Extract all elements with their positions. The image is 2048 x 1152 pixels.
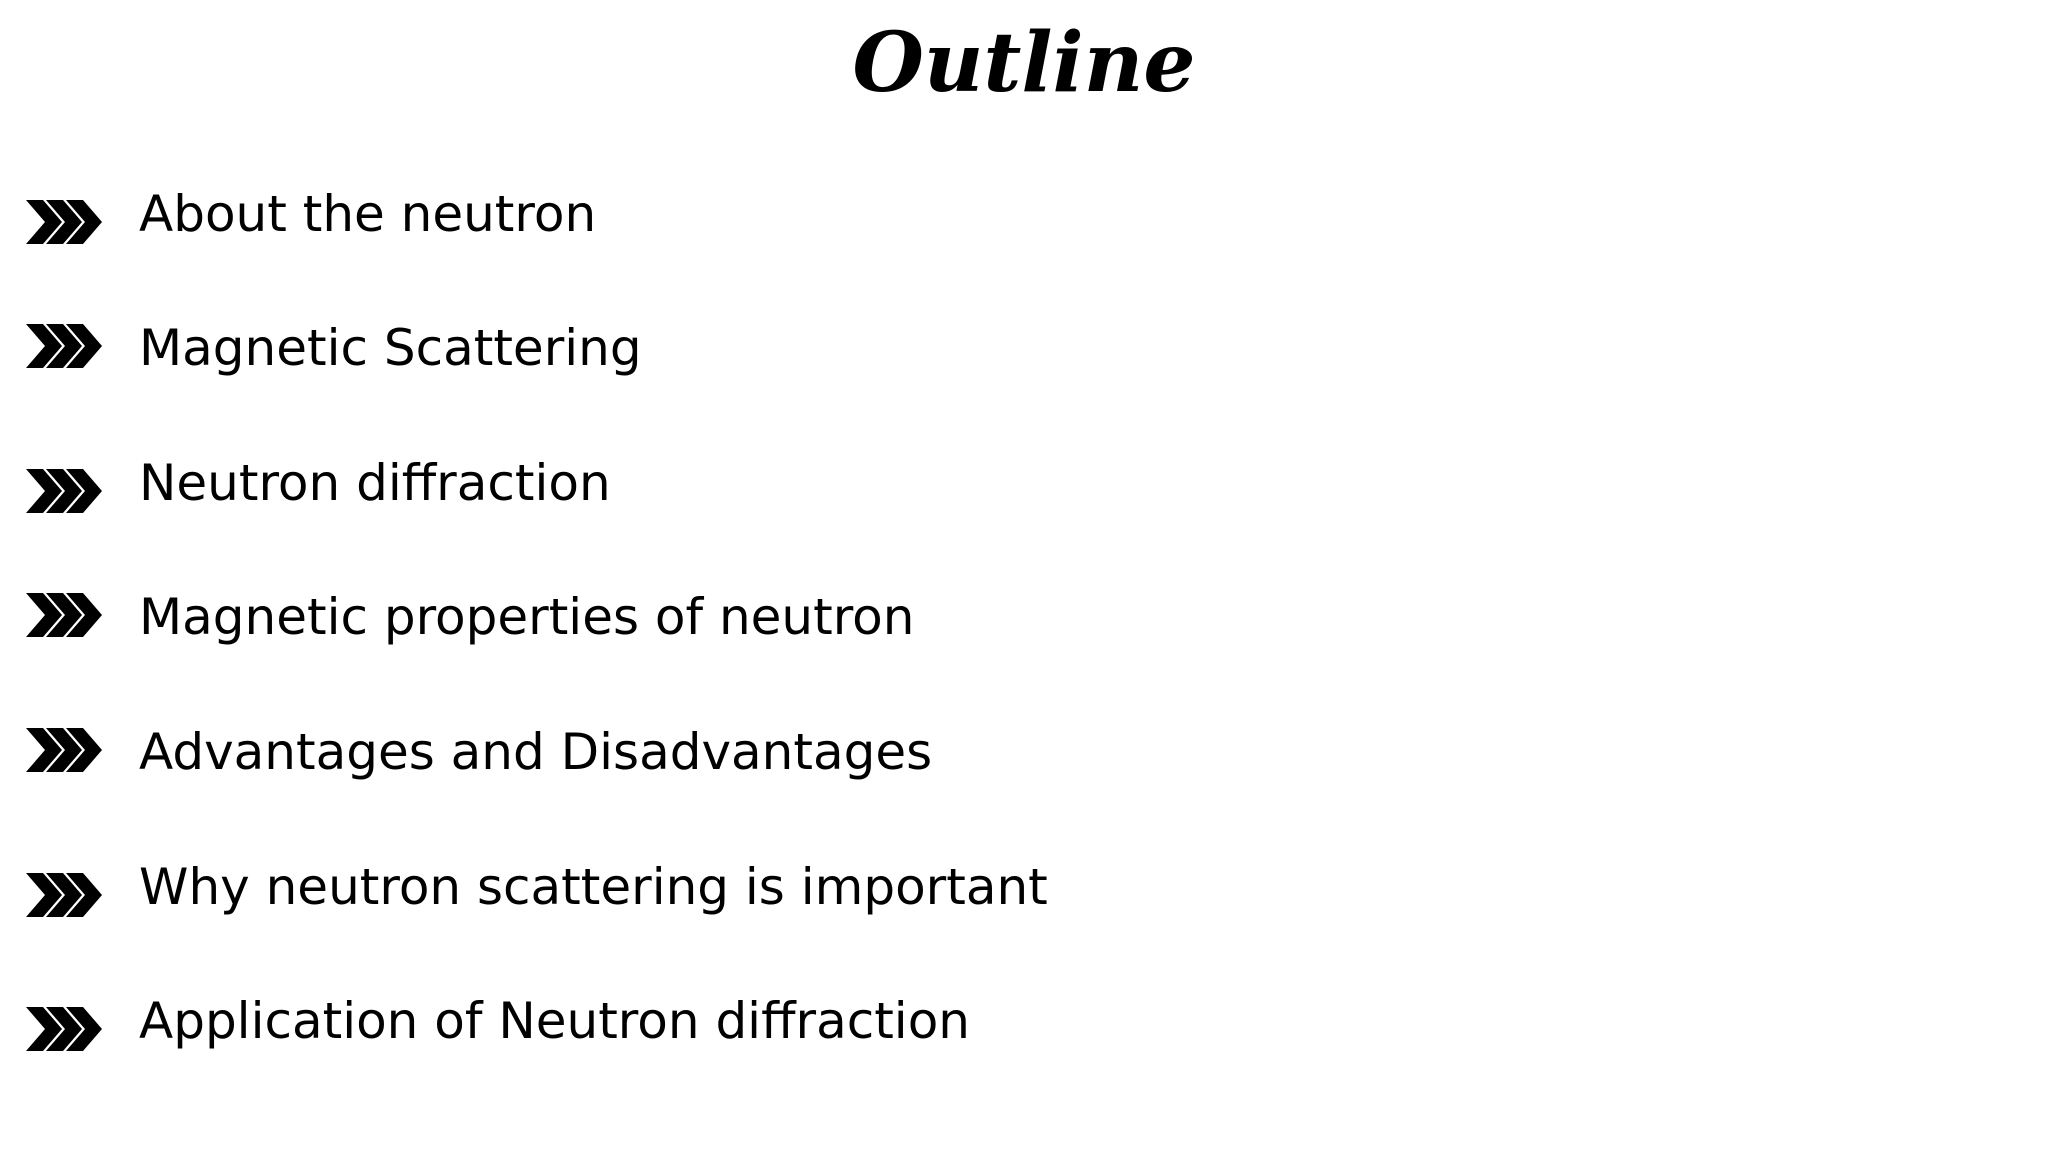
triple-chevron-icon [26,593,102,637]
outline-item-label: Advantages and Disadvantages [139,723,933,781]
outline-item [0,712,1400,792]
triple-chevron-icon [26,873,102,917]
outline-item [0,308,1400,388]
triple-chevron-icon [26,1007,102,1051]
slide-title: Outline [852,15,1196,111]
outline-item [0,443,1400,523]
outline-item [0,577,1400,657]
outline-item [0,981,1400,1061]
outline-item-label: Neutron diffraction [139,454,611,512]
outline-item-label: Magnetic Scattering [139,319,642,377]
triple-chevron-icon [26,728,102,772]
outline-item [0,174,1400,254]
triple-chevron-icon [26,200,102,244]
outline-item-label: Magnetic properties of neutron [139,588,915,646]
triple-chevron-icon [26,469,102,513]
outline-item-label: Why neutron scattering is important [139,858,1048,916]
triple-chevron-icon [26,324,102,368]
outline-item-label: About the neutron [139,185,597,243]
outline-item [0,847,1400,927]
outline-item-label: Application of Neutron diffraction [139,992,970,1050]
